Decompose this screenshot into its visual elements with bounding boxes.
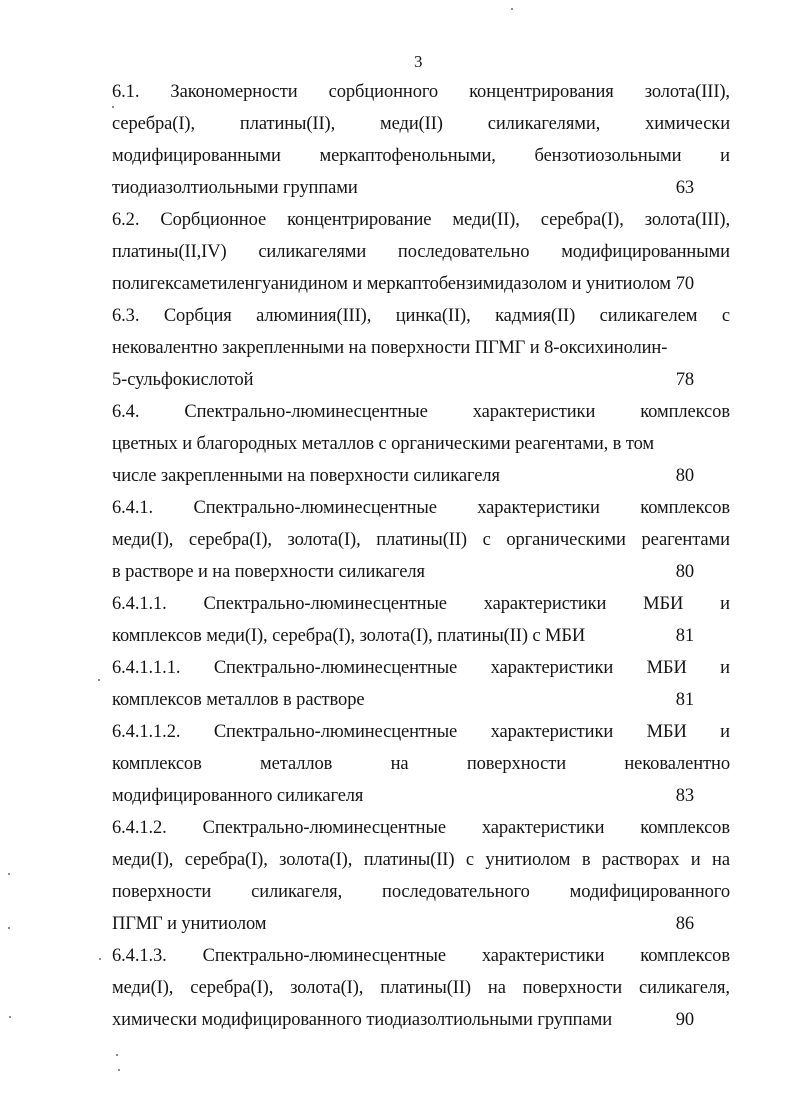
toc-word: Сорбция [163,306,232,326]
toc-line [112,716,730,748]
toc-word: платины(II) [376,530,467,550]
toc-word: поверхности [466,754,567,774]
toc-word: характеристики [472,402,596,422]
scan-speck [8,873,10,875]
toc-entry-6-4-1-1-2 [112,716,730,812]
toc-word: на [487,978,506,998]
toc-word: золота(I), [287,530,361,550]
toc-word: и [720,658,730,678]
toc-word: с [482,530,491,550]
toc-word: модифицированными [561,242,730,262]
toc-word: серебра(I), [540,210,624,230]
toc-word: золота(I), [279,850,353,870]
toc-line [112,140,730,172]
toc-word: органическими [506,530,626,550]
toc-word: Спектрально-люминесцентные [193,498,437,518]
toc-line [112,812,730,844]
toc-word: последовательного [382,882,530,902]
toc-line [112,1004,696,1036]
toc-word: унитиолом [485,850,571,870]
toc-word: 6.4.1.1. [112,594,167,614]
toc-word: платины(II) [363,850,455,870]
toc-word: характеристики [481,946,605,966]
toc-word: 6.4.1.1.2. [112,722,181,742]
toc-word: 6.1. [112,82,140,102]
toc-line [112,268,696,300]
toc-word: на [712,850,730,870]
toc-entry-6-4-1-1 [112,588,730,652]
toc-word: нековалентно [624,754,730,774]
toc-word: меди(I), [112,850,174,870]
toc-word: на [390,754,409,774]
toc-line [112,236,730,268]
toc-line [112,332,730,364]
toc-word: комплексов [640,402,730,422]
toc-word: меди(II), [452,210,520,230]
toc-entry-6-4-1 [112,492,730,588]
toc-line [112,940,730,972]
toc-line [112,428,730,460]
toc-word: серебра(I), [184,850,268,870]
toc-word: модифицированного силикагеля [112,786,364,806]
toc-word: модифицированного [569,882,730,902]
toc-word: металлов [260,754,333,774]
toc-line [112,460,696,492]
toc-word: Спектрально-люминесцентные [184,402,428,422]
toc-line [112,876,730,908]
toc-word: комплексов [640,818,730,838]
toc-line [112,620,696,652]
toc-word: МБИ [643,594,684,614]
toc-word: в [581,850,591,870]
toc-page-ref: 90 [675,1010,694,1030]
toc-word: химически [645,114,730,134]
toc-word: и [720,146,730,166]
scan-speck [118,1069,120,1071]
toc-entry-6-1 [112,76,730,204]
toc-word: силикагелями, [487,114,601,134]
toc-word: поверхности [522,978,622,998]
toc-word: в растворе и на поверхности силикагеля [112,562,425,582]
toc-line [112,652,730,684]
toc-word: золота(III), [644,210,730,230]
toc-word: и [690,850,701,870]
toc-page-ref: 78 [675,370,694,390]
toc-entry-6-4-1-1-1 [112,652,730,716]
toc-word: Сорбционное [160,210,267,230]
toc-entry-6-4-1-3 [112,940,730,1036]
toc-word: поверхности [112,882,212,902]
toc-word: комплексов [640,498,730,518]
toc-page-ref: 70 [675,274,694,294]
toc-line [112,172,696,204]
toc-word: нековалентно закрепленными на поверхности ПГМГ и 8-оксихинолин- [112,338,668,358]
toc-word: МБИ [646,658,687,678]
toc-word: силикагелем [599,306,698,326]
toc-word: золота(I), [290,978,364,998]
scan-speck [112,106,114,108]
toc-word: Спектрально-люминесцентные [203,594,447,614]
toc-line [112,76,730,108]
toc-word: Спектрально-люминесцентные [202,818,446,838]
toc-line [112,108,730,140]
toc-entry-6-2 [112,204,730,300]
toc-word: силикагеля, [638,978,730,998]
toc-entry-6-4 [112,396,730,492]
toc-word: химически модифицированного тиодиазолтиольными группами [112,1010,612,1030]
toc-word: характеристики [477,498,600,518]
toc-word: комплексов меди(I), серебра(I), золота(I), платины(II) с МБИ [112,626,586,646]
toc-word: цинка(II), [395,306,471,326]
toc-word: характеристики [490,658,614,678]
toc-line [112,396,730,428]
toc-word: 6.4.1.2. [112,818,167,838]
toc-entry-6-4-1-2 [112,812,730,940]
toc-line [112,204,730,236]
toc-line [112,492,730,524]
toc-word: платины(II), [239,114,336,134]
toc-word: тиодиазолтиольными группами [112,178,358,198]
toc-word: комплексов металлов в растворе [112,690,365,710]
toc-word: силикагелями [258,242,367,262]
toc-word: числе закрепленными на поверхности силикагеля [112,466,500,486]
toc-word: сорбционного [328,82,439,102]
toc-word: характеристики [490,722,614,742]
toc-word: серебра(I), [188,530,272,550]
toc-word: последовательно [397,242,530,262]
toc-line [112,684,696,716]
toc-word: с [721,306,730,326]
scan-speck [511,8,513,10]
toc-word: 6.2. [112,210,140,230]
toc-word: 6.4. [112,402,140,422]
toc-word: Закономерности [170,82,298,102]
toc-word: модифицированными [112,146,281,166]
toc-line [112,300,730,332]
toc-word: серебра(I), [112,114,195,134]
toc-word: характеристики [481,818,605,838]
toc-word: ПГМГ и унитиолом [112,914,267,934]
toc-entry-6-3 [112,300,730,396]
toc-word: меркаптофенольными, [319,146,496,166]
page-number: 3 [414,52,423,71]
toc-word: платины(II,IV) [112,242,227,262]
toc-word: золота(III), [644,82,730,102]
toc-line [112,364,696,396]
toc-word: 6.4.1.1.1. [112,658,181,678]
toc-word: и [720,722,730,742]
toc-line [112,844,730,876]
toc-page-ref: 80 [675,562,694,582]
scan-speck [99,958,101,960]
toc-word: бензотиозольными [534,146,682,166]
toc-word: растворах [601,850,680,870]
toc-word: реагентами [641,530,730,550]
toc-page-ref: 86 [675,914,694,934]
toc-word: силикагеля, [251,882,343,902]
toc-line [112,556,696,588]
toc-word: кадмия(II) [495,306,576,326]
toc-word: Спектрально-люминесцентные [202,946,446,966]
toc-word: характеристики [483,594,607,614]
toc-word: цветных и благородных металлов с органическими реагентами, в том [112,434,654,454]
toc-page-ref: 80 [675,466,694,486]
toc-word: комплексов [640,946,730,966]
toc-word: комплексов [112,754,202,774]
toc-word: платины(II) [380,978,471,998]
toc-line [112,972,730,1004]
scan-speck [98,679,100,681]
toc-word: 6.3. [112,306,140,326]
toc-word: с [465,850,474,870]
toc-word: меди(I), [112,530,174,550]
toc-word: концентрирования [469,82,614,102]
toc-line [112,524,730,556]
toc-word: серебра(I), [190,978,274,998]
toc-word: 5-сульфокислотой [112,370,254,390]
toc-word: Спектрально-люминесцентные [213,722,458,742]
toc-line [112,780,696,812]
toc-line [112,588,730,620]
toc-page-ref: 81 [675,690,694,710]
scan-speck [8,927,10,929]
toc-word: 6.4.1. [112,498,154,518]
scan-speck [116,1054,118,1056]
toc-line [112,908,696,940]
toc-word: Спектрально-люминесцентные [213,658,458,678]
toc-word: полигексаметиленгуанидином и меркаптобензимидазолом и унитиолом [112,274,671,294]
toc-word: меди(II) [380,114,443,134]
toc-word: 6.4.1.3. [112,946,167,966]
toc-page-ref: 63 [675,178,694,198]
toc-word: алюминия(III), [256,306,372,326]
toc-word: концентрирование [287,210,432,230]
toc-word: и [720,594,730,614]
toc-page-ref: 83 [675,786,694,806]
scan-speck [9,1016,11,1018]
toc-word: меди(I), [112,978,174,998]
toc-word: МБИ [646,722,687,742]
toc-line [112,748,730,780]
toc-page-ref: 81 [675,626,694,646]
